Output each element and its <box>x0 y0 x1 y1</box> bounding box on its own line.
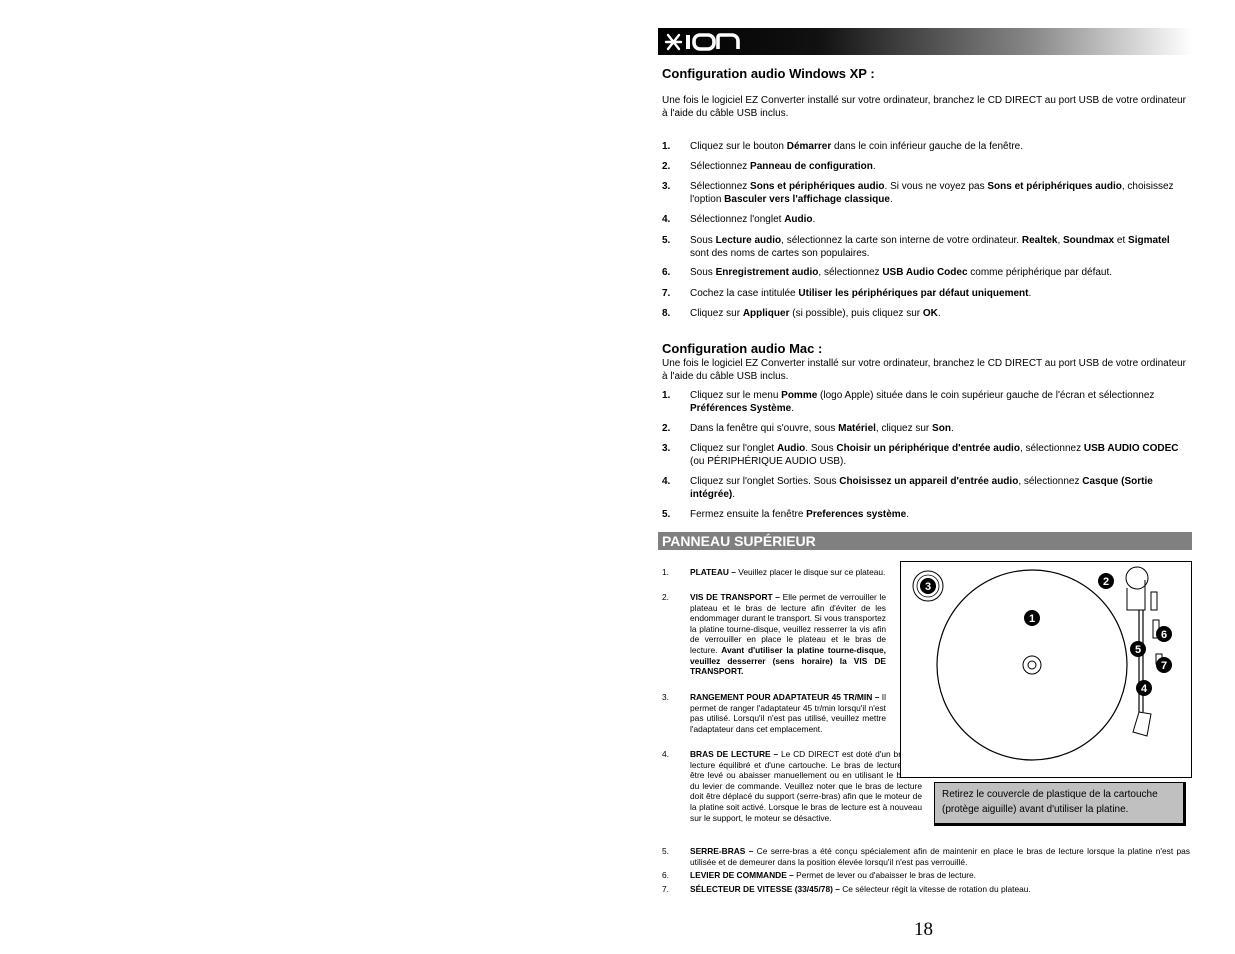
panel-item-number: 3. <box>662 692 669 702</box>
ion-logo <box>664 31 744 53</box>
turntable-diagram <box>900 561 1192 778</box>
panel-item-number: 7. <box>662 884 669 894</box>
arm-clip <box>1151 592 1157 610</box>
step-text: Cliquez sur l'onglet Sorties. Sous Choisissez un appareil d'entrée audio, sélectionnez Casque (Sortie intégrée). <box>690 476 1153 500</box>
step-text: Fermez ensuite la fenêtre Preferences système. <box>690 509 910 520</box>
step-text: Sélectionnez Panneau de configuration. <box>690 161 876 172</box>
platter-circle <box>937 570 1127 760</box>
spindle-outer <box>1023 656 1041 674</box>
panel-item-text: LEVIER DE COMMANDE – Permet de lever ou d'abaisser le bras de lecture. <box>690 870 977 880</box>
step-number: 8. <box>662 308 671 319</box>
panel-item-text: RANGEMENT POUR ADAPTATEUR 45 TR/MIN – Il permet de ranger l'adaptateur 45 tr/min lorsqu'il n'est pas utilisé. Lorsqu'il n'est pas utilisé, veuillez mettre l'adaptateur dans cet emplacement. <box>690 692 886 734</box>
step-number: 1. <box>662 390 671 401</box>
callout-6: 6 <box>1160 629 1168 641</box>
callout-4: 4 <box>1140 683 1148 695</box>
step-text: Cliquez sur le bouton Démarrer dans le coin inférieur gauche de la fenêtre. <box>690 141 1024 152</box>
panel-item-number: 6. <box>662 870 669 880</box>
panel-item-number: 2. <box>662 592 669 602</box>
step-text: Cochez la case intitulée Utiliser les périphériques par défaut uniquement. <box>690 288 1032 299</box>
step-text: Sous Lecture audio, sélectionnez la carte son interne de votre ordinateur. Realtek, Soundmax et Sigmatel sont des noms de cartes son populaires. <box>690 235 1170 259</box>
spindle-inner <box>1028 661 1036 669</box>
step-text: Sélectionnez Sons et périphériques audio. Si vous ne voyez pas Sons et périphériques audio, choisissez l'option Basculer vers l'affichage classique. <box>690 181 1174 205</box>
step-number: 3. <box>662 443 671 454</box>
panel-item-number: 1. <box>662 567 669 577</box>
callout-7: 7 <box>1160 660 1168 672</box>
step-number: 2. <box>662 161 671 172</box>
panel-item-text: VIS DE TRANSPORT – Elle permet de verrouiller le plateau et le bras de lecture afin d'éviter de les endommager durant le transport. Si vous transportez la platine tourne-disque, veuillez resserrer la vis afin de verrouiller en place le plateau et le bras de lecture. Avant d'utiliser la platine tourne-disque, veuillez desserrer (sens horaire) la VIS DE TRANSPORT. <box>690 592 887 677</box>
step-text: Cliquez sur Appliquer (si possible), puis cliquez sur OK. <box>690 308 941 319</box>
mac-title: Configuration audio Mac : <box>662 341 823 356</box>
step-number: 1. <box>662 141 671 152</box>
windows-intro: Une fois le logiciel EZ Converter installé sur votre ordinateur, branchez le CD DIRECT au port USB de votre ordinateur à l'aide du câble USB inclus. <box>662 95 1186 119</box>
panel-section-bar <box>658 532 1192 550</box>
panel-title: PANNEAU SUPÉRIEUR <box>662 533 816 549</box>
panel-item-number: 5. <box>662 846 669 856</box>
cartridge <box>1133 712 1151 736</box>
step-number: 2. <box>662 423 671 434</box>
step-text: Sous Enregistrement audio, sélectionnez USB Audio Codec comme périphérique par défaut. <box>690 267 1113 278</box>
step-number: 5. <box>662 509 671 520</box>
callout-1: 1 <box>1028 613 1036 625</box>
callout-3: 3 <box>924 581 932 593</box>
step-text: Cliquez sur l'onglet Audio. Sous Choisir un périphérique d'entrée audio, sélectionnez USB AUDIO CODEC (ou PÉRIPHÉRIQUE AUDIO USB). <box>690 443 1179 467</box>
warning-note: Retirez le couvercle de plastique de la cartouche (protège aiguille) avant d'utiliser la platine. <box>934 782 1186 826</box>
windows-title: Configuration audio Windows XP : <box>662 66 875 81</box>
windows-section <box>662 66 1190 81</box>
step-number: 6. <box>662 267 671 278</box>
panel-item-text: SÉLECTEUR DE VITESSE (33/45/78) – Ce sélecteur régit la vitesse de rotation du plateau. <box>690 884 1031 894</box>
step-text: Cliquez sur le menu Pomme (logo Apple) située dans le coin supérieur gauche de l'écran et sélectionnez Préférences Système. <box>690 390 1155 414</box>
step-number: 4. <box>662 476 671 487</box>
header-bar <box>658 28 1192 55</box>
step-number: 4. <box>662 214 671 225</box>
panel-item-text: PLATEAU – Veuillez placer le disque sur ce plateau. <box>690 567 886 577</box>
callout-5: 5 <box>1134 644 1142 656</box>
callout-2: 2 <box>1102 576 1110 588</box>
step-text: Dans la fenêtre qui s'ouvre, sous Matériel, cliquez sur Son. <box>690 423 954 434</box>
mac-intro: Une fois le logiciel EZ Converter installé sur votre ordinateur, branchez le CD DIRECT au port USB de votre ordinateur à l'aide du câble USB inclus. <box>662 358 1186 382</box>
mac-section <box>662 341 1190 356</box>
step-number: 3. <box>662 181 671 192</box>
step-number: 5. <box>662 235 671 246</box>
callout-markers <box>920 573 1172 696</box>
page-number: 18 <box>914 919 933 940</box>
step-text: Sélectionnez l'onglet Audio. <box>690 214 816 225</box>
panel-item-text: SERRE-BRAS – Ce serre-bras a été conçu spécialement afin de maintenir en place le bras de lecture lorsque la platine n'est pas utilisée et de demeurer dans la position élevée lorsqu'il n'est pas verrouillé. <box>690 846 1190 867</box>
panel-item-number: 4. <box>662 749 669 759</box>
panel-item-text: BRAS DE LECTURE – Le CD DIRECT est doté d'un bras de lecture équilibré et d'une cartouche. Le bras de lecture peut être levé ou abaisser manuellement ou en utilisant le bouton du levier de commande. Veuillez noter que le bras de lecture doit être déplacé du support (serre-bras) afin que le moteur de la platine soit activé. Lorsque le bras de lecture est à nouveau sur le support, le moteur se désactive. <box>690 749 922 823</box>
step-number: 7. <box>662 288 671 299</box>
